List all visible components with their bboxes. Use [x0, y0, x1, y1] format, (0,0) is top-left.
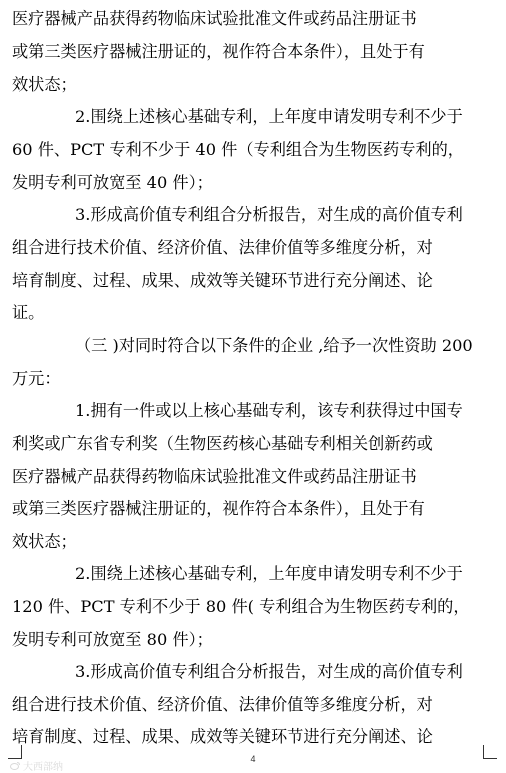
weibo-icon: [10, 761, 21, 770]
text-line: 证。: [12, 303, 45, 322]
text-line: 1.拥有一件或以上核心基础专利，该专利获得过中国专: [75, 401, 463, 420]
text-line: 或第三类医疗器械注册证的，视作符合本条件），且处于有: [12, 499, 425, 518]
text-line: 医疗器械产品获得药物临床试验批准文件或药品注册证书: [12, 9, 417, 28]
text-line: 医疗器械产品获得药物临床试验批准文件或药品注册证书: [12, 467, 417, 486]
text-line: 培育制度、过程、成果、成效等关键环节进行充分阐述、论: [12, 271, 433, 290]
text-line: （三 )对同时符合以下条件的企业 ,给予一次性资助 200: [75, 336, 473, 355]
text-line: 发明专利可放宽至 40 件）；: [12, 173, 213, 192]
text-line: 发明专利可放宽至 80 件）；: [12, 630, 213, 649]
text-line: 利奖或广东省专利奖（生物医药核心基础专利相关创新药或: [12, 434, 433, 453]
text-line: 60 件、PCT 专利不少于 40 件（专利组合为生物医药专利的，: [12, 140, 464, 159]
text-line: 2.围绕上述核心基础专利，上年度申请发明专利不少于: [75, 107, 463, 126]
text-line: 或第三类医疗器械注册证的，视作符合本条件），且处于有: [12, 42, 425, 61]
text-line: 2.围绕上述核心基础专利，上年度申请发明专利不少于: [75, 564, 463, 583]
text-line: 效状态；: [12, 532, 77, 551]
text-line: 组合进行技术价值、经济价值、法律价值等多维度分析，对: [12, 238, 433, 257]
text-line: 3.形成高价值专利组合分析报告，对生成的高价值专利: [75, 205, 463, 224]
text-line: 培育制度、过程、成果、成效等关键环节进行充分阐述、论: [12, 727, 433, 746]
text-line: 效状态；: [12, 75, 77, 94]
watermark: [10, 758, 63, 773]
page-number: 4: [250, 754, 256, 764]
text-line: 120 件、PCT 专利不少于 80 件( 专利组合为生物医药专利的，: [12, 597, 470, 616]
watermark-text: 大西部纳: [23, 762, 63, 773]
text-line: 3.形成高价值专利组合分析报告，对生成的高价值专利: [75, 662, 463, 681]
text-line: 组合进行技术价值、经济价值、法律价值等多维度分析，对: [12, 695, 433, 714]
text-line: 万元：: [12, 369, 61, 388]
